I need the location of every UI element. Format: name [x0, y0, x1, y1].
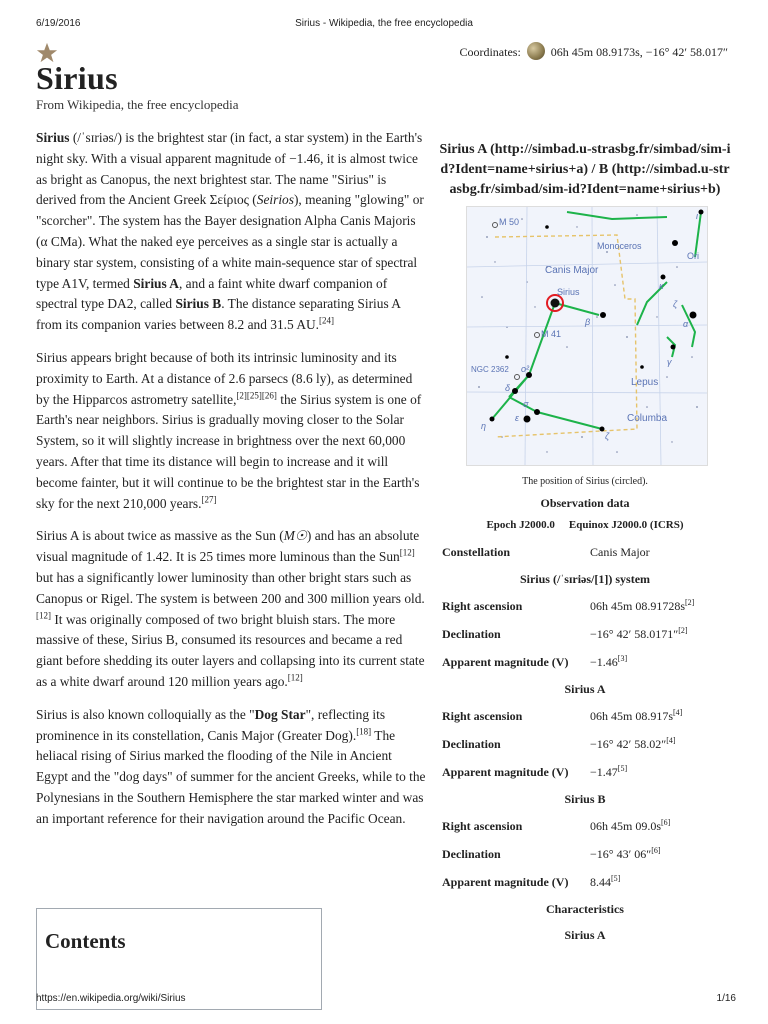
dec-value: −16° 42′ 58.0171″ — [590, 627, 679, 641]
dec-value: −16° 43′ 06″ — [590, 847, 652, 861]
text-run: Dog Star — [254, 706, 306, 722]
ref-link[interactable]: [6] — [661, 818, 671, 827]
page-subtitle: From Wikipedia, the free encyclopedia — [36, 97, 239, 112]
ref-link[interactable]: [12] — [287, 672, 303, 683]
text-run: the Sirius system is one of Earth's near neighbors. Sirius is gradually moving closer to the Solar System, so it will slightly increase in brightness over the next 60,000 years. After that time its distance will begin to increase and it will become fainter, but it will continue to be the brightest star in the Earth's sky for the next 210,000 years. — [36, 391, 422, 511]
svg-text:ι: ι — [696, 211, 698, 221]
brightness-paragraph — [36, 348, 426, 514]
text-run: (/ˈsɪriəs/) is the brightest star (in fact, a star system) in the Earth's night sky. With a visual apparent magnitude of −1.46, it is almost twice as bright as Canopus, the next brightest star. The name "Sirius" is derived from the Ancient Greek Σείριος ( — [36, 130, 423, 208]
ref-link[interactable]: [6] — [651, 846, 661, 855]
dec-label[interactable]: Declination — [442, 737, 501, 751]
ref-link[interactable]: [24] — [319, 315, 335, 326]
star-map — [467, 207, 707, 465]
b-dec-row — [438, 840, 732, 868]
star-map-image[interactable] — [466, 206, 708, 466]
ra-value: 06h 45m 08.917s — [590, 709, 674, 723]
print-date: 6/19/2016 — [36, 18, 81, 29]
constellation-row — [438, 538, 732, 566]
svg-text:κ: κ — [659, 281, 664, 291]
svg-text:Sirius: Sirius — [557, 287, 580, 297]
mag-label[interactable]: Apparent magnitude (V) — [442, 655, 569, 669]
print-url: https://en.wikipedia.org/wiki/Sirius — [36, 993, 186, 1004]
system-heading: Sirius (/ˈsɪriəs/[1]) system — [519, 572, 651, 586]
text-run: The heliacal rising of Sirius marked the flooding of the Nile in Ancient Egypt and the "dog days" of summer for the ancient Greeks, while to the Polynesians in the Southern Hemisphere the star marked winter and was an important reference for their navigation around the Pacific Ocean. — [36, 727, 426, 826]
page-title: Sirius — [36, 60, 118, 96]
svg-text:σ: σ — [523, 399, 529, 409]
ref-link[interactable]: [4] — [666, 736, 676, 745]
system-ra-row — [438, 592, 732, 620]
svg-text:β: β — [585, 317, 591, 327]
text-run: ), meaning "glowing" or "scorcher". The system has the Bayer designation Alpha Canis Majoris (α CMa). What the naked eye perceives as a single star is actually a binary star system, consisting of a white main-sequence star of spectral type A1V, termed — [36, 192, 424, 291]
page-number: 1/16 — [716, 993, 736, 1004]
mass-paragraph — [36, 526, 426, 692]
ra-label[interactable]: Right ascension — [442, 709, 523, 723]
svg-text:Columba: Columba — [627, 413, 668, 424]
mag-label[interactable]: Apparent magnitude (V) — [442, 875, 569, 889]
ref-link[interactable]: [2] — [685, 598, 695, 607]
a-dec-row — [438, 730, 732, 758]
epoch-label[interactable]: Epoch J2000.0 — [486, 519, 555, 531]
constellation-label[interactable]: Constellation — [442, 545, 511, 559]
ref-link[interactable]: [27] — [201, 494, 217, 505]
ref-link[interactable]: [2] — [678, 626, 688, 635]
a-mag-row — [438, 758, 732, 786]
svg-text:γ: γ — [667, 357, 672, 367]
text-run: . The distance separating Sirius A from its companion varies between 8.2 and 31.5 AU. — [36, 296, 401, 333]
sirius-b-heading: Sirius B — [564, 792, 606, 806]
svg-text:o²: o² — [521, 364, 530, 374]
b-mag-row — [438, 868, 732, 896]
ref-link[interactable]: [12] — [399, 547, 415, 558]
svg-text:Canis Major: Canis Major — [545, 265, 599, 276]
infobox-caption[interactable]: Sirius A (http://simbad.u-strasbg.fr/simbad/sim-id?Ident=name+sirius+a) / B (http://simbad.u-strasbg.fr/simbad/sim-id?Ident=name+sirius+b) — [439, 142, 731, 197]
text-run: ) and has an absolute visual magnitude of 1.42. It is 25 times more luminous than the Sun — [36, 528, 420, 565]
ra-label[interactable]: Right ascension — [442, 819, 523, 833]
equinox-label[interactable]: Equinox J2000.0 (ICRS) — [568, 519, 684, 531]
text-run: Sirius — [36, 130, 70, 145]
constellation-value[interactable]: Canis Major — [590, 545, 650, 559]
characteristics-sirius-a-heading: Sirius A — [564, 928, 606, 942]
article-body — [36, 128, 426, 842]
svg-text:ζ: ζ — [673, 299, 678, 309]
coordinates-label: Coordinates: — [459, 45, 521, 59]
a-ra-row — [438, 702, 732, 730]
text-run: ", reflecting its prominence in its constellation, Canis Major (Greater Dog). — [36, 706, 386, 743]
intro-paragraph — [36, 128, 426, 336]
ref-link[interactable]: [12] — [36, 610, 51, 621]
globe-icon[interactable] — [527, 42, 545, 60]
characteristics-heading: Characteristics — [546, 902, 624, 916]
coordinates-value[interactable]: 06h 45m 08.9173s, −16° 42′ 58.017″ — [550, 45, 728, 59]
text-run: but has a significantly lower luminosity than other bright stars such as Canopus or Rigel. The system is between 200 and 300 million years old. — [36, 569, 425, 606]
svg-text:M 41: M 41 — [541, 329, 562, 339]
print-title: Sirius - Wikipedia, the free encyclopedia — [295, 18, 473, 29]
svg-text:Ori: Ori — [687, 251, 699, 261]
observation-heading: Observation data — [540, 496, 630, 510]
text-run: Sirius A is about twice as massive as the Sun ( — [36, 528, 284, 544]
ref-link[interactable]: [5] — [611, 874, 621, 883]
text-run: Sirius B — [175, 296, 222, 312]
text-run: Sirius appears bright because of both its intrinsic luminosity and its proximity to Earth. At a distance of 2.6 parsecs (8.6 ly), as determined by the Hipparcos astrometry satellite, — [36, 349, 413, 407]
svg-text:η: η — [481, 421, 486, 431]
mag-value: −1.47 — [590, 765, 618, 779]
text-run: Seirios — [256, 192, 294, 208]
system-mag-row — [438, 648, 732, 676]
sirius-a-heading: Sirius A — [564, 682, 606, 696]
dec-label[interactable]: Declination — [442, 847, 501, 861]
mag-label[interactable]: Apparent magnitude (V) — [442, 765, 569, 779]
coordinates — [459, 42, 728, 60]
ref-link[interactable]: [4] — [673, 708, 683, 717]
text-run: Sirius is also known colloquially as the " — [36, 706, 255, 722]
ra-label[interactable]: Right ascension — [442, 599, 523, 613]
svg-text:NGC 2362: NGC 2362 — [471, 365, 509, 374]
dec-label[interactable]: Declination — [442, 627, 501, 641]
ref-link[interactable]: [3] — [617, 654, 628, 663]
dog-star-paragraph — [36, 705, 426, 830]
text-run: It was originally composed of two bright bluish stars. The more massive of these, Sirius B, consumed its resources and became a red giant before shedding its outer layers and collapsing into its current state as a white dwarf around 120 million years ago. — [36, 611, 425, 689]
dec-value: −16° 42′ 58.02″ — [590, 737, 667, 751]
svg-text:Lepus: Lepus — [631, 377, 659, 388]
text-run: M☉ — [283, 528, 307, 544]
epoch-row — [438, 516, 732, 538]
mag-value: 8.44 — [590, 875, 611, 889]
svg-text:δ: δ — [505, 383, 511, 393]
svg-text:ε: ε — [515, 413, 519, 423]
ra-value: 06h 45m 09.0s — [590, 819, 662, 833]
infobox — [438, 140, 732, 948]
svg-text:α: α — [683, 319, 689, 329]
ref-link[interactable]: [18] — [356, 726, 372, 737]
svg-text:Monoceros: Monoceros — [597, 241, 642, 251]
mag-value: −1.46 — [590, 655, 618, 669]
svg-text:M 50: M 50 — [499, 217, 520, 227]
system-dec-row — [438, 620, 732, 648]
contents-title: Contents — [45, 929, 126, 953]
ra-value: 06h 45m 08.91728s — [590, 599, 686, 613]
text-run: , and a faint white dwarf companion of spectral type DA2, called — [36, 275, 388, 312]
text-run: Sirius A — [133, 275, 179, 291]
b-ra-row — [438, 812, 732, 840]
ref-link[interactable]: [2][25][26] — [236, 390, 277, 401]
ref-link[interactable]: [5] — [617, 764, 628, 773]
svg-text:ζ: ζ — [605, 431, 610, 441]
image-caption: The position of Sirius (circled). — [522, 476, 648, 487]
